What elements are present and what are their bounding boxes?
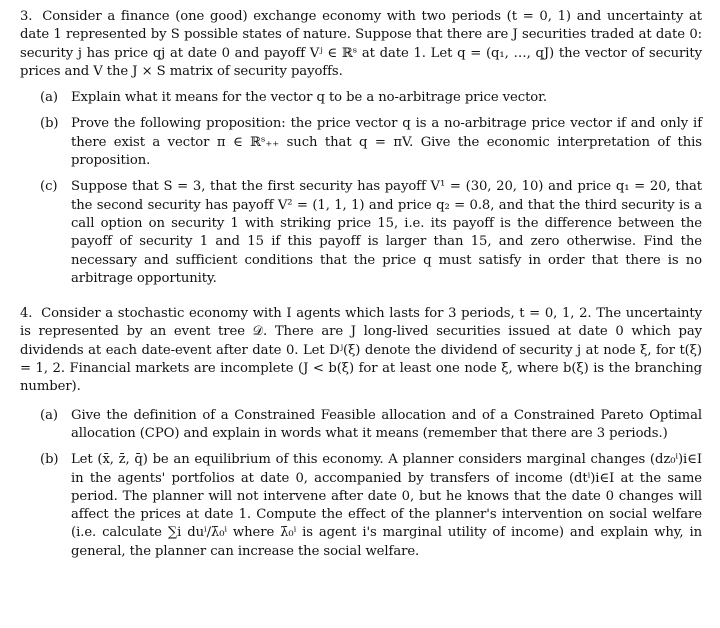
problem-3-number: 3. [20, 9, 33, 24]
problem-3-part-b [40, 115, 702, 170]
problem-3-part-a [40, 89, 702, 107]
problem-3-part-c [40, 178, 702, 288]
part-label: (a) [40, 90, 58, 106]
problem-4-statement [20, 305, 702, 396]
problem-4-number: 4. [20, 306, 33, 322]
part-label: (b) [40, 116, 59, 132]
part-label: (a) [40, 407, 58, 423]
part-text: Give the definition of a Constrained Feasible allocation and of a Constrained Pareto Optimal allocation (CPO) and explain in words what it means (remember that there are 3 periods.) [71, 407, 702, 441]
problem-4-part-a [40, 407, 702, 444]
part-text: Suppose that S = 3, that the first security has payoff V¹ = (30, 20, 10) and price q₁ = 20, that the second security has payoff V² = (1, 1, 1) and price q₂ = 0.8, and that the third security is a call option on security 1 with striking price 15, i.e. its payoff is the difference between the payoff of security 1 and 15 if this payoff is larger than 15, and zero otherwise. Find the necessary and sufficient conditions that the price q must satisfy in order that there is no arbitrage opportunity. [71, 179, 702, 286]
part-label: (c) [40, 179, 58, 195]
problem-4-parts [20, 407, 702, 561]
problem-3-statement [20, 8, 702, 81]
problem-3-parts [20, 89, 702, 288]
problem-4-text: Consider a stochastic economy with I agents which lasts for 3 periods, t = 0, 1, 2. The uncertainty is represented by an event tree 𝒟. There are J long-lived securities issued at date 0 which pay dividends at each date-event after date 0. Let Dʲ(ξ) denote the dividend of security j at node ξ, for t(ξ) = 1, 2. Financial markets are incomplete (J < b(ξ) for at least one node ξ, where b(ξ) is the branching number). [20, 306, 702, 395]
problem-3-text: Consider a finance (one good) exchange economy with two periods (t = 0, 1) and uncertainty at date 1 represented by S possible states of nature. Suppose that there are J securities traded at date 0: security j has price qj at date 0 and payoff Vʲ ∈ ℝˢ at date 1. Let q = (q₁, …, qJ) the vector of security prices and V the J × S matrix of security payoffs. [20, 9, 702, 79]
part-text: Prove the following proposition: the price vector q is a no-arbitrage price vector if and only if there exist a vector π ∈ ℝˢ₊₊ such that q = πV. Give the economic interpretation of this proposition. [71, 116, 702, 169]
part-label: (b) [40, 452, 59, 468]
problem-4-part-b [40, 451, 702, 561]
part-text: Explain what it means for the vector q to be a no-arbitrage price vector. [71, 90, 548, 106]
part-text: Let (x̄, z̄, q̄) be an equilibrium of this economy. A planner considers marginal changes (dz₀ⁱ)i∈I in the agents' portfolios at date 0, accompanied by transfers of income (dtⁱ)i∈I at the same period. The planner will not intervene after date 0, but he knows that the date 0 changes will affect the prices at date 1. Compute the effect of the planner's intervention on social welfare (i.e. calculate ∑i duⁱ/λ̄₀ⁱ where λ̄₀ⁱ is agent i's marginal utility of income) and explain why, in general, the planner can increase the social welfare. [71, 452, 702, 559]
problem-4 [20, 305, 702, 561]
problem-3 [20, 8, 702, 288]
